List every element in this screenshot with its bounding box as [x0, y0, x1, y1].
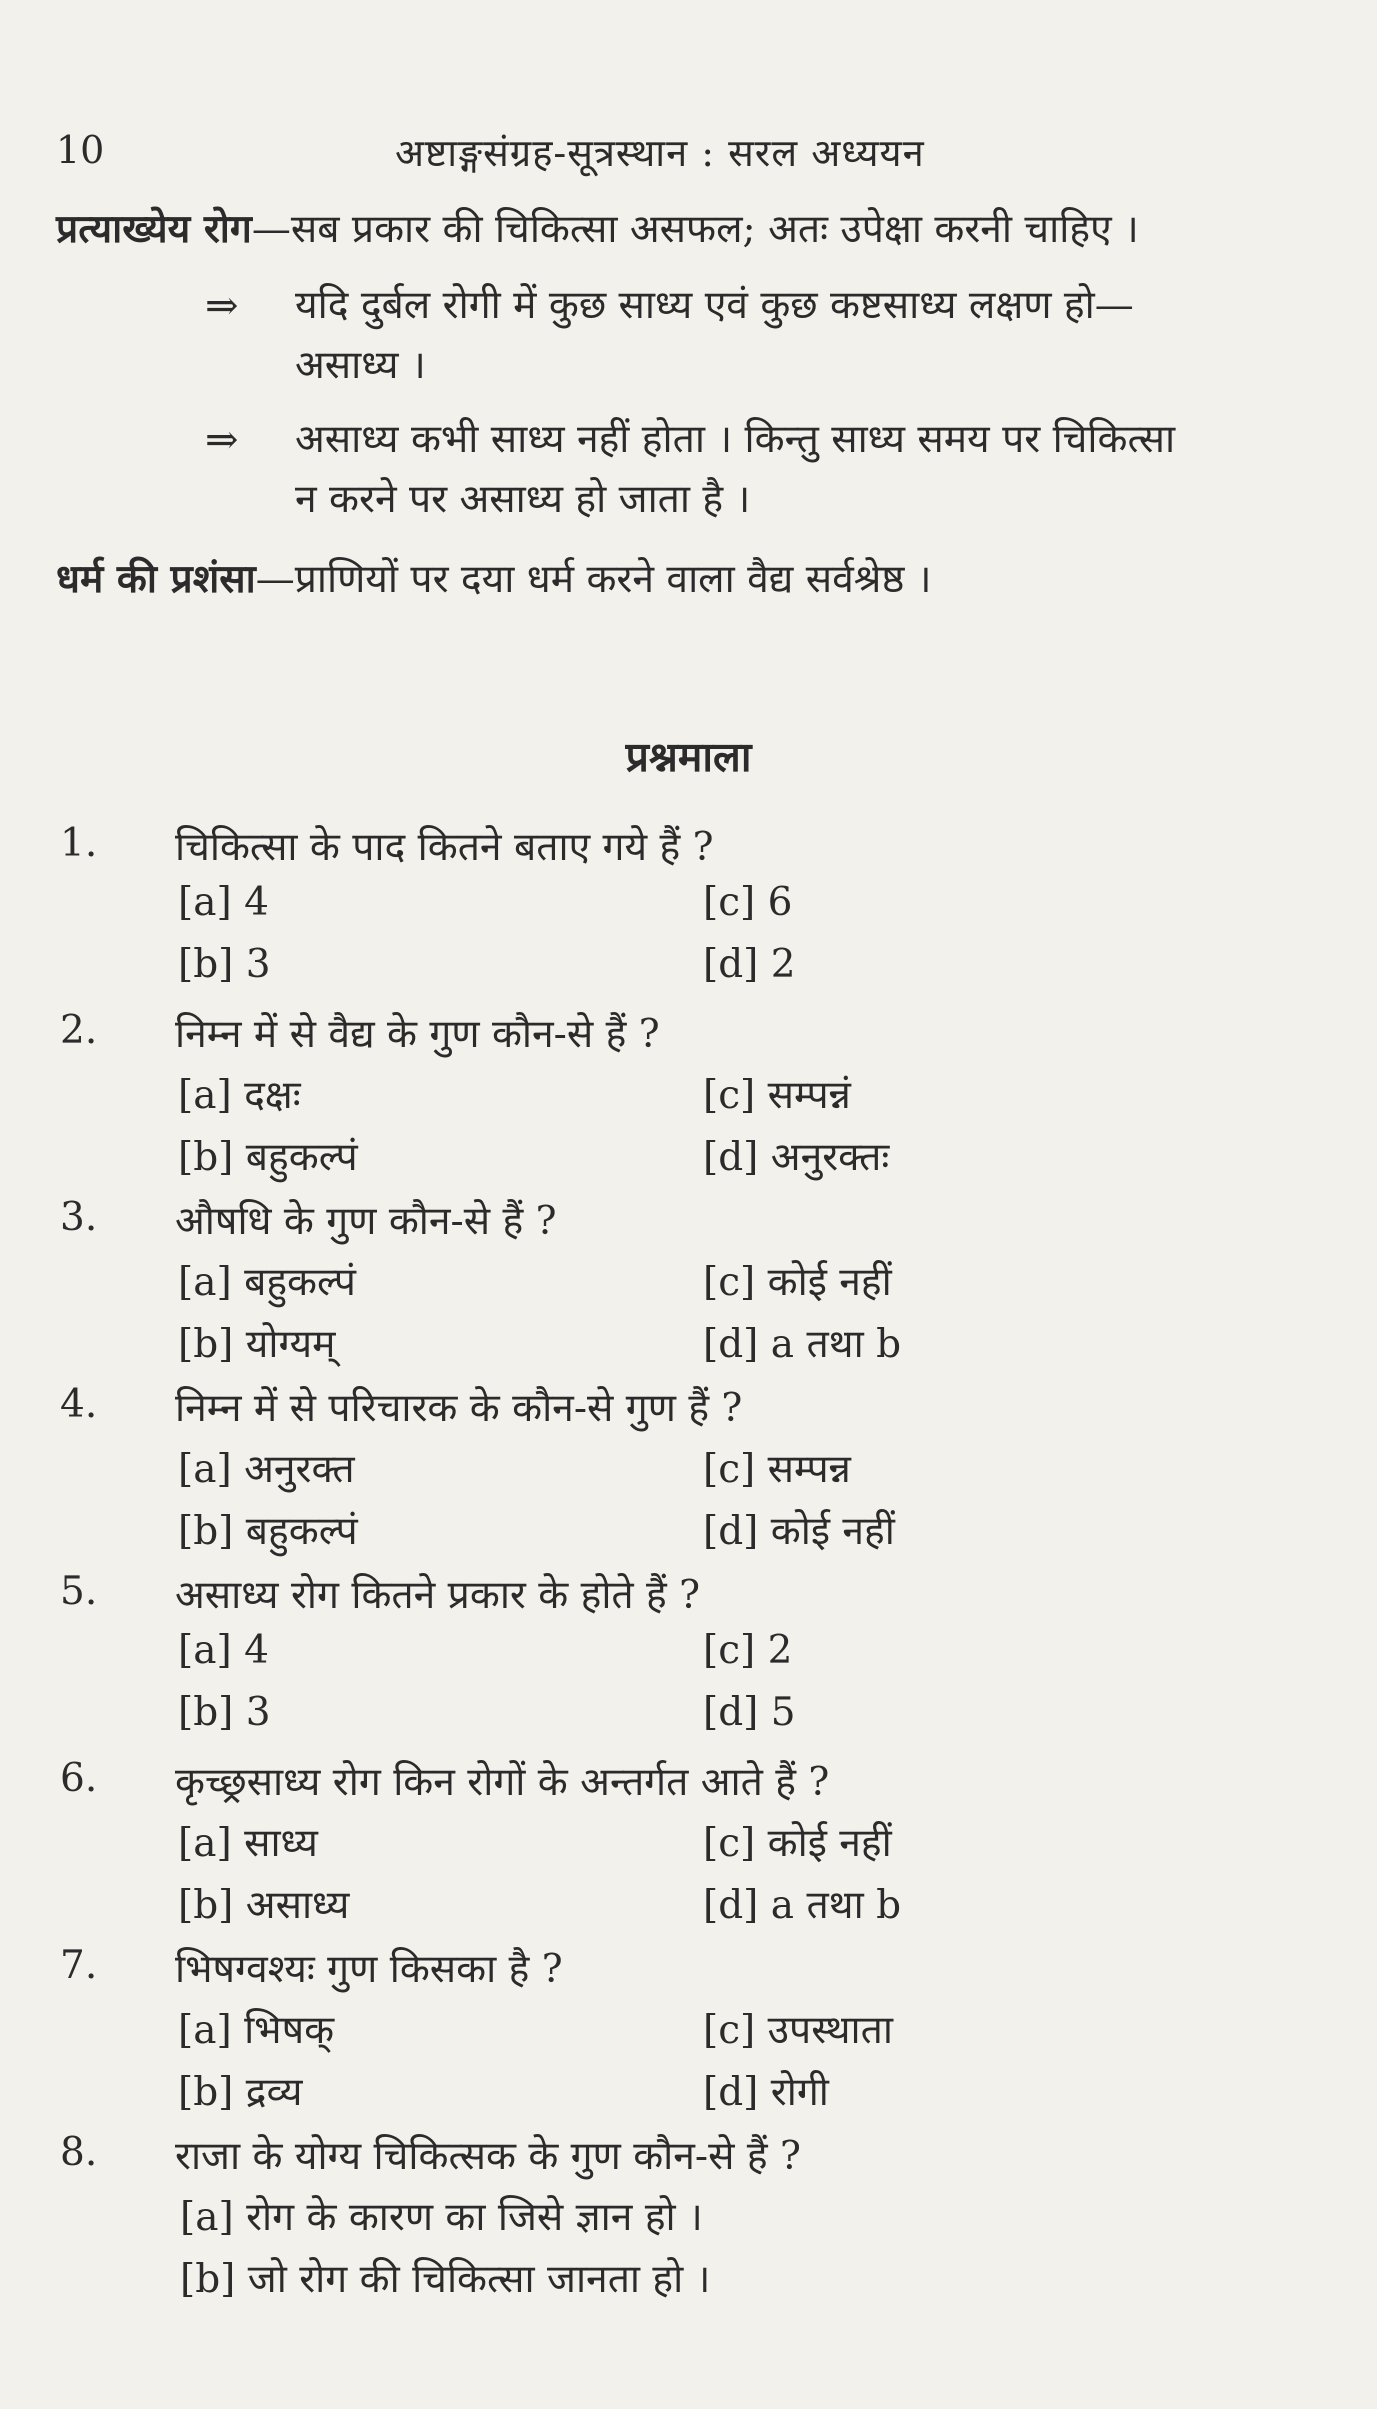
bullet-1-line-1: यदि दुर्बल रोगी में कुछ साध्य एवं कुछ कष्टसाध्य लक्षण हो— — [295, 283, 1134, 328]
dharma-text: —प्राणियों पर दया धर्म करने वाला वैद्य सर्वश्रेष्ठ । — [255, 557, 932, 602]
option-c: [c] कोई नहीं — [703, 1821, 892, 1866]
question-number: 6. — [60, 1756, 98, 1801]
option-c: [c] 2 — [703, 1628, 793, 1673]
question-text: राजा के योग्य चिकित्सक के गुण कौन-से हैं ? — [175, 2134, 801, 2179]
page-number: 10 — [56, 128, 105, 172]
option-b: [b] जो रोग की चिकित्सा जानता हो । — [180, 2257, 711, 2302]
question-text: भिषग्वश्यः गुण किसका है ? — [175, 1947, 563, 1992]
question-text: निम्न में से परिचारक के कौन-से गुण हैं ? — [175, 1386, 743, 1431]
question-number: 4. — [60, 1382, 98, 1427]
option-b: [b] 3 — [178, 942, 271, 987]
option-c: [c] सम्पन्नं — [703, 1073, 851, 1118]
option-d: [d] अनुरक्तः — [703, 1135, 890, 1180]
option-a: [a] भिषक् — [178, 2008, 335, 2053]
section-title: प्रश्नमाला — [625, 733, 752, 781]
pratyakhyeya-heading: प्रत्याख्येय रोग — [56, 206, 252, 252]
option-a: [a] रोग के कारण का जिसे ज्ञान हो । — [180, 2195, 703, 2240]
question-list — [0, 815, 1377, 2311]
option-d: [d] 5 — [703, 1690, 796, 1735]
dharma-paragraph — [56, 548, 1346, 611]
running-title: अष्टाङ्गसंग्रह-सूत्रस्थान : सरल अध्ययन — [395, 131, 925, 175]
question-3 — [0, 1189, 1377, 1376]
question-8 — [0, 2124, 1377, 2311]
pratyakhyeya-paragraph — [56, 198, 1346, 261]
question-number: 8. — [60, 2130, 98, 2175]
question-number: 5. — [60, 1569, 98, 1614]
bullet-2 — [205, 410, 1325, 530]
pratyakhyeya-text: —सब प्रकार की चिकित्सा असफल; अतः उपेक्षा करनी चाहिए । — [251, 207, 1139, 252]
question-4 — [0, 1376, 1377, 1563]
option-a: [a] 4 — [178, 880, 269, 925]
option-a: [a] साध्य — [178, 1821, 318, 1866]
option-c: [c] कोई नहीं — [703, 1260, 892, 1305]
option-b: [b] द्रव्य — [178, 2070, 303, 2115]
question-6 — [0, 1750, 1377, 1937]
option-d: [d] a तथा b — [703, 1322, 902, 1367]
option-a: [a] बहुकल्पं — [178, 1260, 356, 1305]
option-b: [b] बहुकल्पं — [178, 1509, 358, 1554]
question-number: 1. — [60, 821, 98, 866]
bullet-1 — [205, 276, 1325, 396]
dharma-heading: धर्म की प्रशंसा — [56, 556, 256, 602]
page-header — [0, 122, 1377, 178]
option-c: [c] सम्पन्न — [703, 1447, 851, 1492]
arrow-icon: ⇒ — [205, 283, 239, 329]
question-5 — [0, 1563, 1377, 1750]
question-text: असाध्य रोग कितने प्रकार के होते हैं ? — [175, 1573, 701, 1618]
option-c: [c] उपस्थाता — [703, 2008, 893, 2053]
bullet-2-line-2: न करने पर असाध्य हो जाता है । — [295, 477, 751, 522]
option-b: [b] असाध्य — [178, 1883, 350, 1928]
option-d: [d] 2 — [703, 942, 796, 987]
question-text: कृच्छ्रसाध्य रोग किन रोगों के अन्तर्गत आते हैं ? — [175, 1760, 830, 1805]
option-a: [a] अनुरक्त — [178, 1447, 355, 1492]
question-number: 3. — [60, 1195, 98, 1240]
arrow-icon: ⇒ — [205, 417, 239, 463]
option-a: [a] 4 — [178, 1628, 269, 1673]
question-number: 2. — [60, 1008, 98, 1053]
option-d: [d] a तथा b — [703, 1883, 902, 1928]
question-7 — [0, 1937, 1377, 2124]
question-text: चिकित्सा के पाद कितने बताए गये हैं ? — [175, 825, 714, 870]
option-c: [c] 6 — [703, 880, 793, 925]
option-b: [b] बहुकल्पं — [178, 1135, 358, 1180]
question-number: 7. — [60, 1943, 98, 1988]
question-2 — [0, 1002, 1377, 1189]
question-text: निम्न में से वैद्य के गुण कौन-से हैं ? — [175, 1012, 660, 1057]
question-text: औषधि के गुण कौन-से हैं ? — [175, 1199, 557, 1244]
option-d: [d] रोगी — [703, 2070, 829, 2115]
option-b: [b] योग्यम् — [178, 1322, 336, 1367]
bullet-1-line-2: असाध्य । — [295, 343, 426, 388]
option-a: [a] दक्षः — [178, 1073, 301, 1118]
bullet-2-line-1: असाध्य कभी साध्य नहीं होता । किन्तु साध्य समय पर चिकित्सा — [295, 417, 1176, 462]
option-b: [b] 3 — [178, 1690, 271, 1735]
question-1 — [0, 815, 1377, 1002]
option-d: [d] कोई नहीं — [703, 1509, 895, 1554]
